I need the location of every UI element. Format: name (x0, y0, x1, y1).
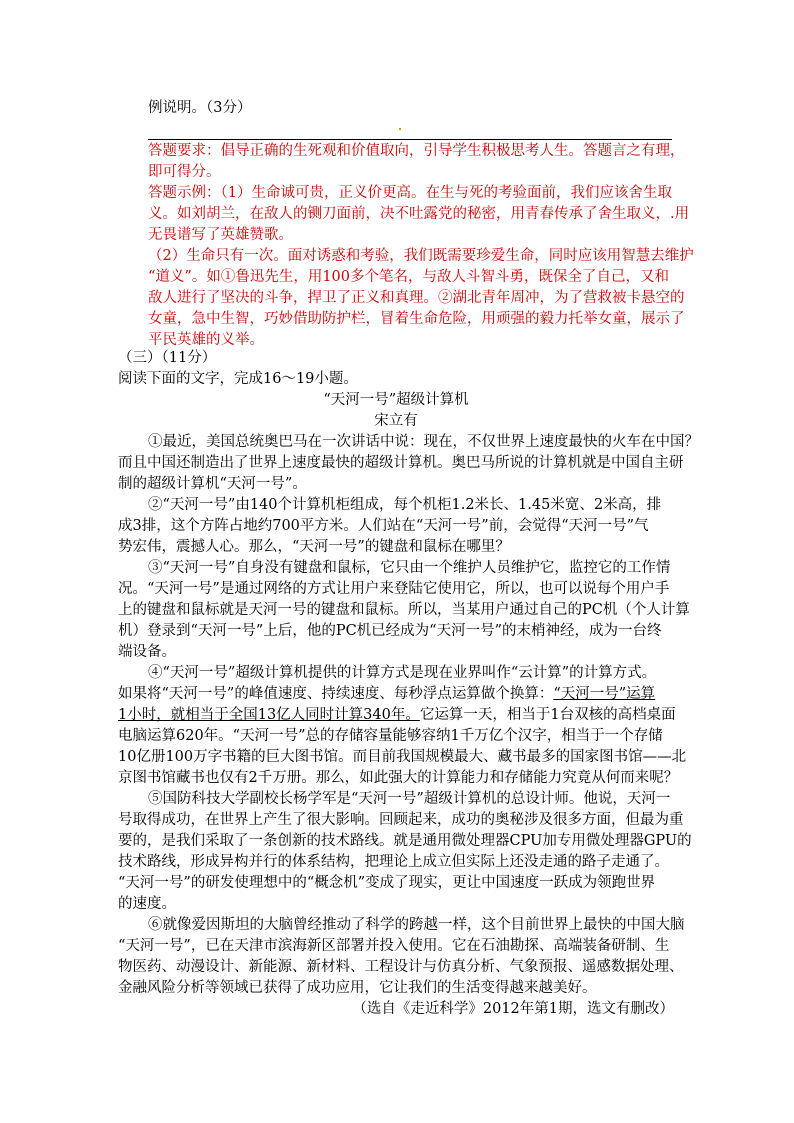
paragraph-line: ③“天河一号”自身没有键盘和鼠标，它只由一个维护人员维护它，监控它的工作情 (148, 560, 671, 576)
paragraph-line: 上的键盘和鼠标就是天河一号的键盘和鼠标。所以，当某用户通过自己的PC机（个人计算 (118, 602, 690, 618)
paragraph-line: 物医药、动漫设计、新能源、新材料、工程设计与仿真分析、气象预报、遥感数据处理、 (118, 959, 684, 975)
paragraph-line: 成3排，这个方阵占地约700平方米。人们站在“天河一号”前，会觉得“天河一号”气 (118, 518, 649, 534)
paragraph-line: 金融风险分析等领域已获得了成功应用，它让我们的生活变得越来越美好。 (118, 980, 597, 996)
paragraph-line: 端设备。 (118, 644, 176, 660)
paragraph-line: 10亿册100万字书籍的巨大图书馆。而目前我国规模最大、藏书最多的国家图书馆——北 (118, 749, 687, 765)
answer-example-line: 义。如刘胡兰，在敌人的铡刀面前，决不吐露党的秘密，用青春传承了舍生取义，.用 (148, 206, 690, 222)
answer-example-line: 敌人进行了坚决的斗争，捍卫了正义和真理。②湖北青年周冲，为了营救被卡悬空的 (148, 290, 685, 306)
paragraph-line: “天河一号”的研发使理想中的“概念机”变成了现实，更让中国速度一跃成为领跑世界 (118, 875, 656, 891)
paragraph-line: 要的，是我们采取了一条创新的技术路线。就是通用微处理器CPU加专用微处理器GPU的 (118, 833, 692, 849)
underlined-text: “天河一号”运算 (553, 686, 656, 702)
answer-example-line: （2）生命只有一次。面对诱惑和考验，我们既需要珍爱生命，同时应该用智慧去维护 (148, 248, 694, 264)
answer-requirement-line: 答题要求：倡导正确的生死观和价值取向，引导学生积极思考人生。答题言之有理， (148, 143, 685, 159)
paragraph-line: 电脑运算620年。“天河一号”总的存储容量能够容纳1千万亿个汉字，相当于一个存储 (118, 728, 663, 744)
paragraph-line: ②“天河一号”由140个计算机柜组成，每个机柜1.2米长、1.45米宽、2米高，排 (148, 497, 662, 513)
paragraph-line: 制的超级计算机“天河一号”。 (118, 476, 307, 492)
answer-example-line: 平民英雄的义举。 (148, 332, 264, 348)
paragraph-line: ⑤国防科技大学副校长杨学军是“天河一号”超级计算机的总设计师。他说，天河一 (148, 791, 671, 807)
section-heading: （三）（11分） (118, 350, 217, 366)
paragraph-line (118, 704, 676, 726)
paragraph-line: ⑥就像爱因斯坦的大脑曾经推动了科学的跨越一样，这个目前世界上最快的中国大脑 (148, 917, 685, 933)
paragraph-line: 势宏伟，震撼人心。那么，“天河一号”的键盘和鼠标在哪里？ (118, 539, 510, 555)
article-title: “天河一号”超级计算机 (323, 392, 469, 408)
article-author: 宋立有 (374, 413, 418, 429)
answer-example-line: 女童，急中生智，巧妙借助防护栏，冒着生命危险，用顽强的毅力托举女童，展示了 (148, 311, 685, 327)
paragraph-line: ①最近，美国总统奥巴马在一次讲话中说：现在，不仅世界上速度最快的火车在中国？ (148, 434, 699, 450)
answer-example-line: 无畏谱写了英雄赞歌。 (148, 227, 293, 243)
paragraph-text: 如果将“天河一号”的峰值速度、持续速度、每秒浮点运算做个换算： (118, 686, 554, 702)
paragraph-line: 号取得成功，在世界上产生了很大影响。回顾起来，成功的奥秘涉及很多方面，但最为重 (118, 812, 684, 828)
instruction-text: 阅读下面的文字，完成16～19小题。 (118, 371, 358, 387)
paragraph-line: 而且中国还制造出了世界上速度最快的超级计算机。奥巴马所说的计算机就是中国自主研 (118, 455, 684, 471)
paragraph-line (118, 683, 655, 705)
stray-mark (399, 128, 401, 130)
paragraph-text: 它运算一天，相当于1台双核的高档桌面 (419, 707, 676, 723)
paragraph-line: 况。“天河一号”是通过网络的方式让用户来登陆它使用它，所以，也可以说每个用户手 (118, 581, 670, 597)
answer-example-line: “道义”。如①鲁迅先生，用100多个笔名，与敌人斗智斗勇，既保全了自己，又和 (148, 269, 669, 285)
question-text: 例说明。（3分） (148, 100, 252, 116)
paragraph-line: 机）登录到“天河一号”上后，他的PC机已经成为“天河一号”的末梢神经，成为一台终 (118, 623, 662, 639)
paragraph-line: ④“天河一号”超级计算机提供的计算方式是现在业界叫作“云计算”的计算方式。 (148, 665, 657, 681)
paragraph-line: “天河一号”，已在天津市滨海新区部署并投入使用。它在石油勘探、高端装备研制、生 (118, 938, 670, 954)
answer-requirement-line: 即可得分。 (148, 164, 221, 180)
source-citation: （选自《走近科学》2012年第1期，选文有删改） (352, 1001, 674, 1017)
answer-example-line: 答题示例：（1）生命诚可贵，正义价更高。在生与死的考验面前，我们应该舍生取 (148, 185, 672, 201)
underlined-text: 1小时，就相当于全国13亿人同时计算340年。 (118, 707, 420, 723)
paragraph-line: 技术路线，形成异构并行的体系结构，把理论上成立但实际上还没走通的路子走通了。 (118, 854, 669, 870)
paragraph-line: 京图书馆藏书也仅有2千万册。那么，如此强大的计算能力和存储能力究竟从何而来呢？ (118, 770, 679, 786)
paragraph-line: 的速度。 (118, 896, 176, 912)
